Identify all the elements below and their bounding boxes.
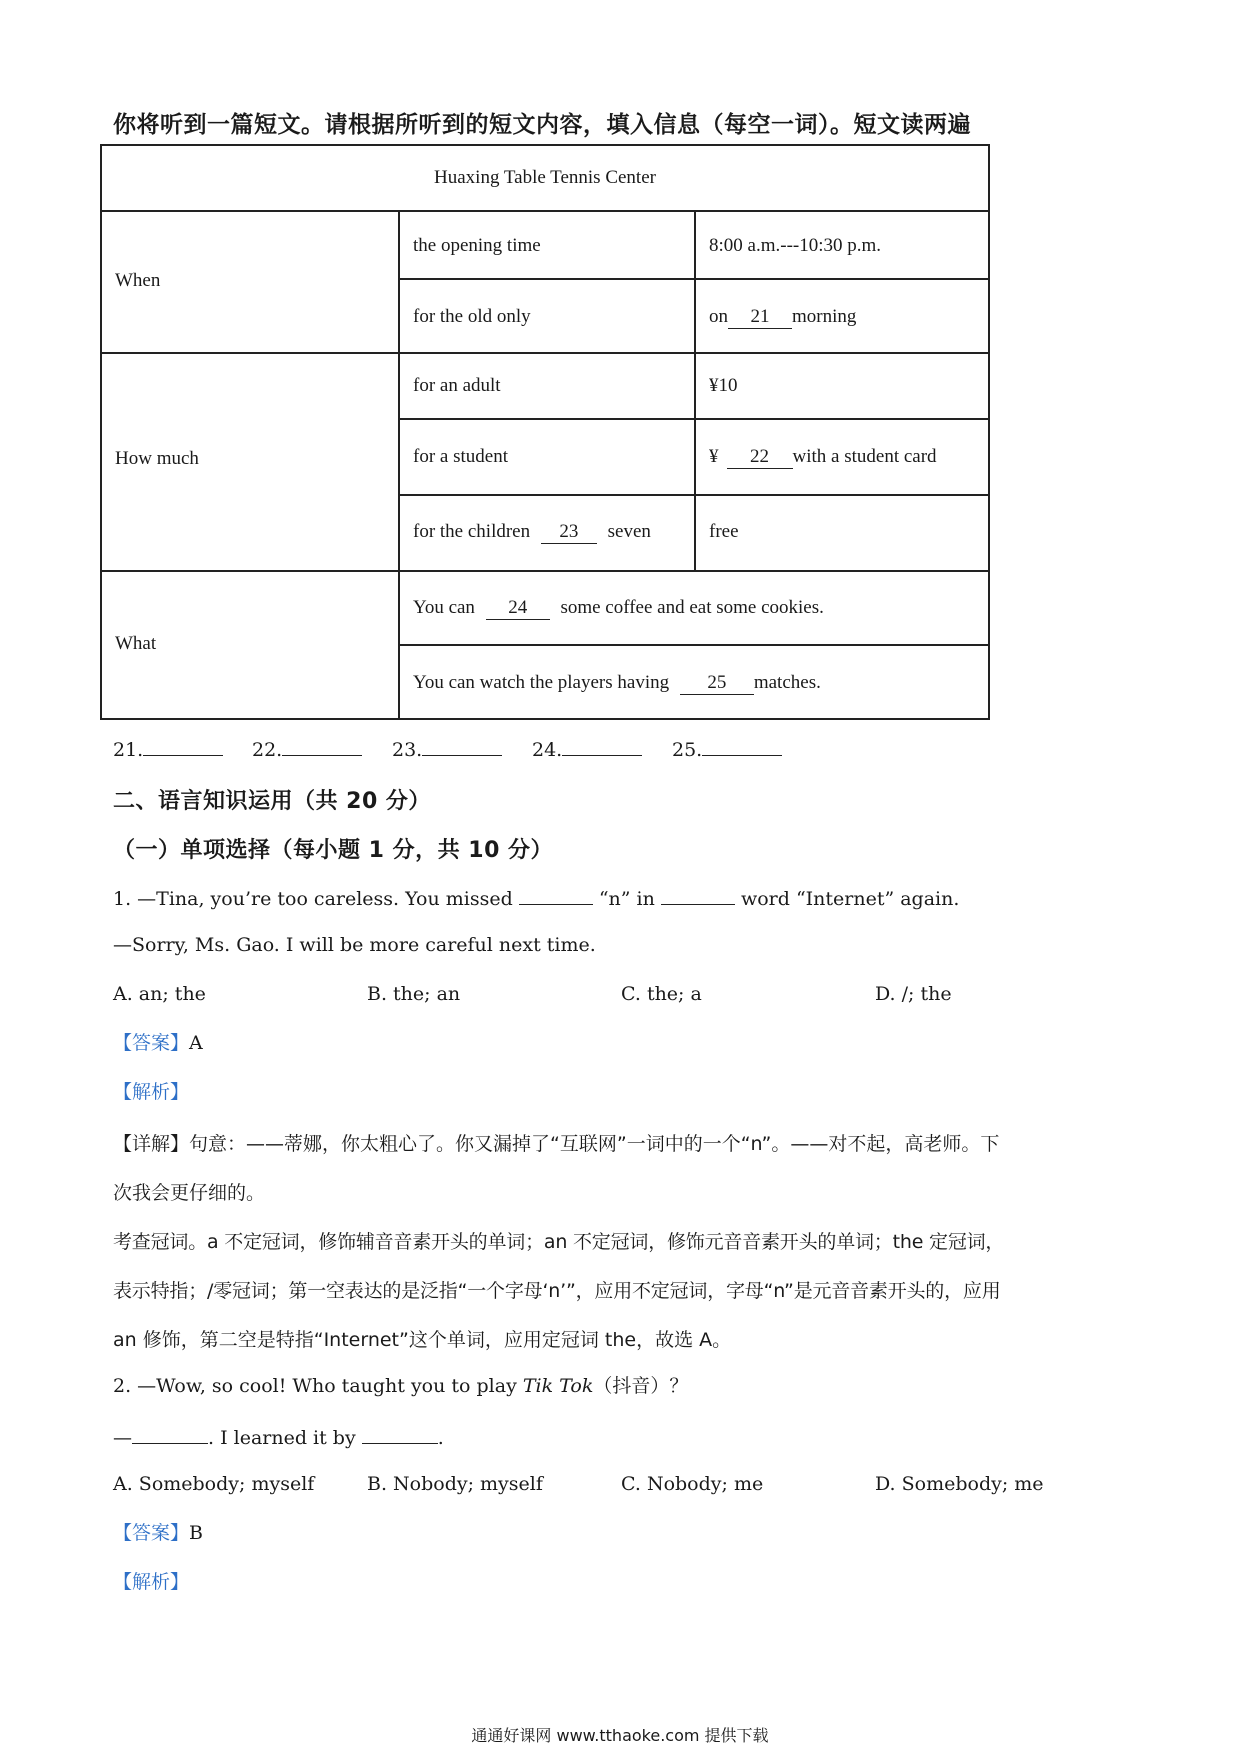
- table-rule: [398, 210, 400, 718]
- table-title: Huaxing Table Tennis Center: [434, 167, 656, 188]
- adult-value: ¥10: [709, 375, 738, 396]
- q2-option-d[interactable]: D. Somebody; me: [875, 1473, 1044, 1495]
- part-title: （一）单项选择（每小题 1 分，共 10 分）: [113, 838, 554, 863]
- listening-instruction: 你将听到一篇短文。请根据所听到的短文内容，填入信息（每空一词）。短文读两遍: [113, 112, 971, 138]
- section-title: 二、语言知识运用（共 20 分）: [113, 789, 431, 814]
- table-rule: [102, 210, 988, 212]
- q1-blank-2[interactable]: [661, 884, 735, 905]
- q1-blank-1[interactable]: [519, 884, 593, 905]
- coffee-row: [413, 597, 824, 620]
- q2-option-c[interactable]: C. Nobody; me: [621, 1473, 764, 1495]
- answer-number: 22.: [252, 739, 283, 761]
- children-value: free: [709, 521, 739, 542]
- table-rule: [398, 418, 988, 420]
- info-table: [100, 144, 990, 720]
- players-row: [413, 672, 821, 695]
- opening-time-label: the opening time: [413, 235, 541, 256]
- answer-22[interactable]: [252, 735, 362, 762]
- q2-reply-text: . I learned it by: [208, 1427, 356, 1449]
- table-rule: [398, 278, 988, 280]
- answer-line[interactable]: [562, 735, 642, 756]
- answer-25[interactable]: [672, 735, 782, 762]
- table-rule: [398, 494, 988, 496]
- answer-21[interactable]: [113, 735, 223, 762]
- when-label: When: [115, 270, 161, 291]
- answer-number: 21.: [113, 739, 144, 761]
- q1-stem: [113, 884, 959, 911]
- q2-option-a[interactable]: A. Somebody; myself: [113, 1473, 315, 1495]
- q2-blank-1[interactable]: [132, 1423, 208, 1444]
- table-rule: [102, 352, 988, 354]
- answer-line[interactable]: [702, 735, 782, 756]
- analysis-tag: 【解析】: [113, 1081, 190, 1103]
- table-rule: [102, 570, 988, 572]
- q1-stem-b: “n” in: [598, 888, 655, 910]
- answer-24[interactable]: [532, 735, 642, 762]
- detail-tag: 【详解】: [113, 1133, 190, 1155]
- q1-stem-a: 1. —Tina, you’re too careless. You missed: [113, 888, 513, 910]
- answer-value: B: [189, 1522, 203, 1544]
- page-footer: 通通好课网 www.tthaoke.com 提供下载: [471, 1726, 769, 1745]
- q2-analysis-tag: [113, 1570, 189, 1594]
- q2-stem-b: （抖音）？: [593, 1375, 689, 1397]
- q2-stem-a: 2. —Wow, so cool! Who taught you to play: [113, 1375, 517, 1397]
- q1-answer: [113, 1031, 203, 1055]
- student-suffix: with a student card: [792, 446, 937, 467]
- blank-25[interactable]: 25: [680, 672, 754, 695]
- answer-tag: 【答案】: [113, 1032, 190, 1054]
- old-value: [709, 306, 856, 329]
- blank-21[interactable]: 21: [728, 306, 792, 329]
- children-suffix: seven: [607, 521, 651, 542]
- old-label: for the old only: [413, 306, 531, 327]
- q2-answer: [113, 1521, 203, 1545]
- q1-option-a[interactable]: A. an; the: [113, 983, 206, 1005]
- student-prefix: ¥: [709, 446, 719, 467]
- answer-line[interactable]: [282, 735, 362, 756]
- q1-detail-line: 考查冠词。a 不定冠词，修饰辅音音素开头的单词；an 不定冠词，修饰元音音素开头的单词；the 定冠词，: [113, 1231, 1005, 1253]
- players-suffix: matches.: [753, 672, 821, 693]
- q1-detail-line: an 修饰，第二空是特指“Internet”这个单词，应用定冠词 the，故选 A。: [113, 1329, 732, 1351]
- q1-analysis-tag: [113, 1080, 189, 1104]
- blank-24[interactable]: 24: [486, 597, 550, 620]
- q2-period: .: [437, 1427, 444, 1449]
- children-prefix: for the children: [413, 521, 531, 542]
- student-label: for a student: [413, 446, 508, 467]
- coffee-suffix: some coffee and eat some cookies.: [560, 597, 824, 618]
- what-label: What: [115, 633, 157, 654]
- answer-line[interactable]: [143, 735, 223, 756]
- q1-detail-line: [113, 1129, 999, 1156]
- blank-23[interactable]: 23: [541, 521, 597, 544]
- answer-value: A: [189, 1032, 203, 1054]
- answer-number: 23.: [392, 739, 423, 761]
- old-suffix: morning: [792, 306, 857, 327]
- opening-time-value: 8:00 a.m.---10:30 p.m.: [709, 235, 882, 256]
- answer-number: 24.: [532, 739, 563, 761]
- q1-stem-c: word “Internet” again.: [740, 888, 960, 910]
- adult-label: for an adult: [413, 375, 501, 396]
- student-value: [709, 446, 937, 469]
- analysis-tag: 【解析】: [113, 1571, 190, 1593]
- detail-text: 句意：——蒂娜，你太粗心了。你又漏掉了“互联网”一词中的一个“n”。——对不起，高老师。下: [189, 1133, 1000, 1155]
- players-prefix: You can watch the players having: [413, 672, 670, 693]
- table-rule: [398, 644, 988, 646]
- answer-tag: 【答案】: [113, 1522, 190, 1544]
- q1-option-d[interactable]: D. /; the: [875, 983, 952, 1005]
- q1-detail-line: 次我会更仔细的。: [113, 1182, 266, 1204]
- how-much-label: How much: [115, 448, 199, 469]
- q1-reply: —Sorry, Ms. Gao. I will be more careful next time.: [113, 934, 596, 956]
- children-label: [413, 521, 651, 544]
- q2-reply: [113, 1423, 444, 1450]
- q2-dash: —: [113, 1427, 132, 1449]
- coffee-prefix: You can: [413, 597, 475, 618]
- q2-option-b[interactable]: B. Nobody; myself: [367, 1473, 543, 1495]
- q1-detail-line: 表示特指；/零冠词；第一空表达的是泛指“一个字母‘n’”，应用不定冠词，字母“n”是元音音素开头的，应用: [113, 1280, 1001, 1302]
- q2-stem-italic: Tik Tok: [522, 1375, 594, 1397]
- old-prefix: on: [709, 306, 728, 327]
- table-rule: [694, 210, 696, 570]
- q2-blank-2[interactable]: [362, 1423, 438, 1444]
- answer-23[interactable]: [392, 735, 502, 762]
- answer-line[interactable]: [422, 735, 502, 756]
- q1-option-b[interactable]: B. the; an: [367, 983, 461, 1005]
- q1-option-c[interactable]: C. the; a: [621, 983, 702, 1005]
- q2-stem: [113, 1374, 688, 1398]
- answer-number: 25.: [672, 739, 703, 761]
- blank-22[interactable]: 22: [727, 446, 793, 469]
